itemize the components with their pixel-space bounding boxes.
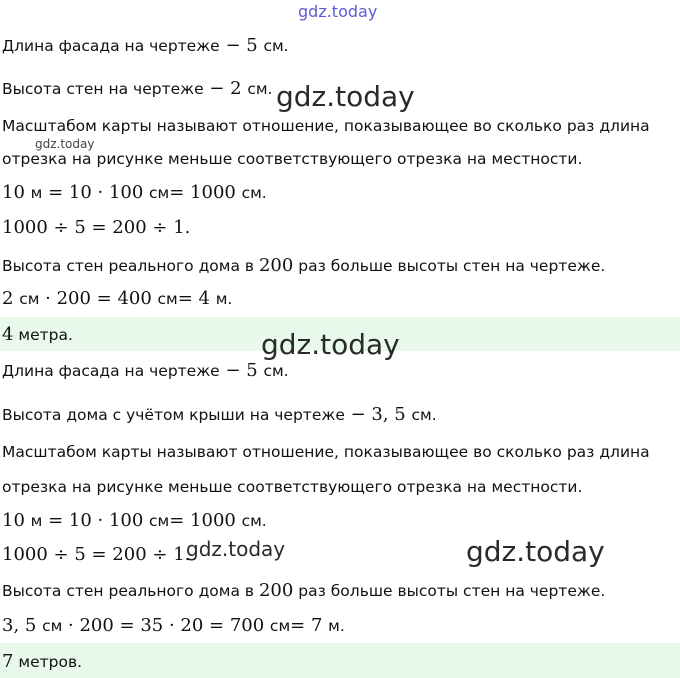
p2-calc-f: м. — [328, 617, 345, 635]
p1-wall-unit: см. — [247, 80, 273, 98]
p1-calculation — [2, 288, 232, 309]
p1-conv-d: см — [149, 184, 170, 202]
p2-answer-num: 7 — [2, 651, 14, 672]
p1-calc-f: м. — [215, 290, 233, 308]
p1-wall-label: Высота стен на чертеже — [2, 80, 204, 98]
p1-facade-unit: см. — [263, 37, 289, 55]
p2-facade-length — [2, 360, 289, 381]
p2-calc-d: см — [269, 617, 291, 635]
p1-answer — [2, 324, 73, 345]
p2-scale-definition-2: отрезка на рисунке меньше соответствующего отрезка на местности. — [2, 478, 583, 496]
watermark-top: gdz.today — [298, 2, 378, 21]
p2-calc-c: · 200 = 35 · 20 = 700 — [62, 615, 270, 636]
p1-scale-definition-2: отрезка на рисунке меньше соответствующего отрезка на местности. — [2, 150, 583, 168]
p2-house-height — [2, 404, 437, 425]
p1-wall-value: − 2 — [203, 78, 248, 99]
p1-calc-d: см — [157, 290, 178, 308]
p1-calc-e: = 4 — [177, 288, 216, 309]
p1-scale-definition-1: Масштабом карты называют отношение, показывающее во сколько раз длина — [2, 117, 650, 135]
p1-times-statement — [2, 255, 605, 276]
p2-conv-d: см — [149, 512, 170, 530]
p2-times-a: Высота стен реального дома в — [2, 582, 259, 600]
p2-conv-e: = 1000 — [169, 510, 242, 531]
p2-ratio: 1000 ÷ 5 = 200 ÷ 1. — [2, 544, 191, 565]
watermark-4: gdz.today — [186, 537, 286, 561]
watermark-3: gdz.today — [261, 328, 400, 361]
p2-times-c: раз больше высоты стен на чертеже. — [293, 582, 606, 600]
p1-conv-b: м — [30, 184, 43, 202]
watermark-2: gdz.today — [35, 137, 95, 151]
watermark-1: gdz.today — [276, 80, 415, 113]
p1-answer-num: 4 — [2, 324, 14, 345]
p2-calculation — [2, 615, 345, 636]
p2-scale-definition-1: Масштабом карты называют отношение, показывающее во сколько раз длина — [2, 443, 650, 461]
p1-calc-a: 2 — [2, 288, 20, 309]
watermark-5: gdz.today — [466, 535, 605, 568]
p2-answer-word: метров. — [13, 653, 83, 671]
p2-facade-label: Длина фасада на чертеже — [2, 362, 220, 380]
p1-calc-c: · 200 = 400 — [39, 288, 158, 309]
p1-times-b: 200 — [258, 255, 294, 276]
p2-house-label: Высота дома с учётом крыши на чертеже — [2, 406, 345, 424]
p1-times-c: раз больше высоты стен на чертеже. — [293, 257, 606, 275]
p2-calc-b: см — [42, 617, 63, 635]
p2-facade-unit: см. — [263, 362, 289, 380]
p2-conv-c: = 10 · 100 — [42, 510, 150, 531]
p2-calc-a: 3, 5 — [2, 615, 43, 636]
p2-conv-f: см. — [241, 512, 267, 530]
p1-facade-label: Длина фасада на чертеже — [2, 37, 220, 55]
p1-conversion — [2, 182, 267, 203]
p1-conv-a: 10 — [2, 182, 31, 203]
p1-wall-height — [2, 78, 273, 99]
p2-house-value: − 3, 5 — [344, 404, 412, 425]
p2-house-unit: см. — [411, 406, 437, 424]
p2-conv-a: 10 — [2, 510, 31, 531]
p2-answer-band — [0, 643, 680, 678]
p2-answer — [2, 651, 82, 672]
p1-conv-e: = 1000 — [169, 182, 242, 203]
p1-ratio: 1000 ÷ 5 = 200 ÷ 1. — [2, 217, 191, 238]
p2-times-b: 200 — [258, 580, 294, 601]
p2-times-statement — [2, 580, 605, 601]
p2-conv-b: м — [30, 512, 43, 530]
p1-facade-value: − 5 — [219, 35, 264, 56]
p1-times-a: Высота стен реального дома в — [2, 257, 259, 275]
p1-answer-word: метра. — [13, 326, 73, 344]
p2-conversion — [2, 510, 267, 531]
p2-calc-e: = 7 — [290, 615, 329, 636]
p1-conv-f: см. — [241, 184, 267, 202]
p1-calc-b: см — [19, 290, 40, 308]
p2-facade-value: − 5 — [219, 360, 264, 381]
p1-facade-length — [2, 35, 289, 56]
p1-conv-c: = 10 · 100 — [42, 182, 150, 203]
